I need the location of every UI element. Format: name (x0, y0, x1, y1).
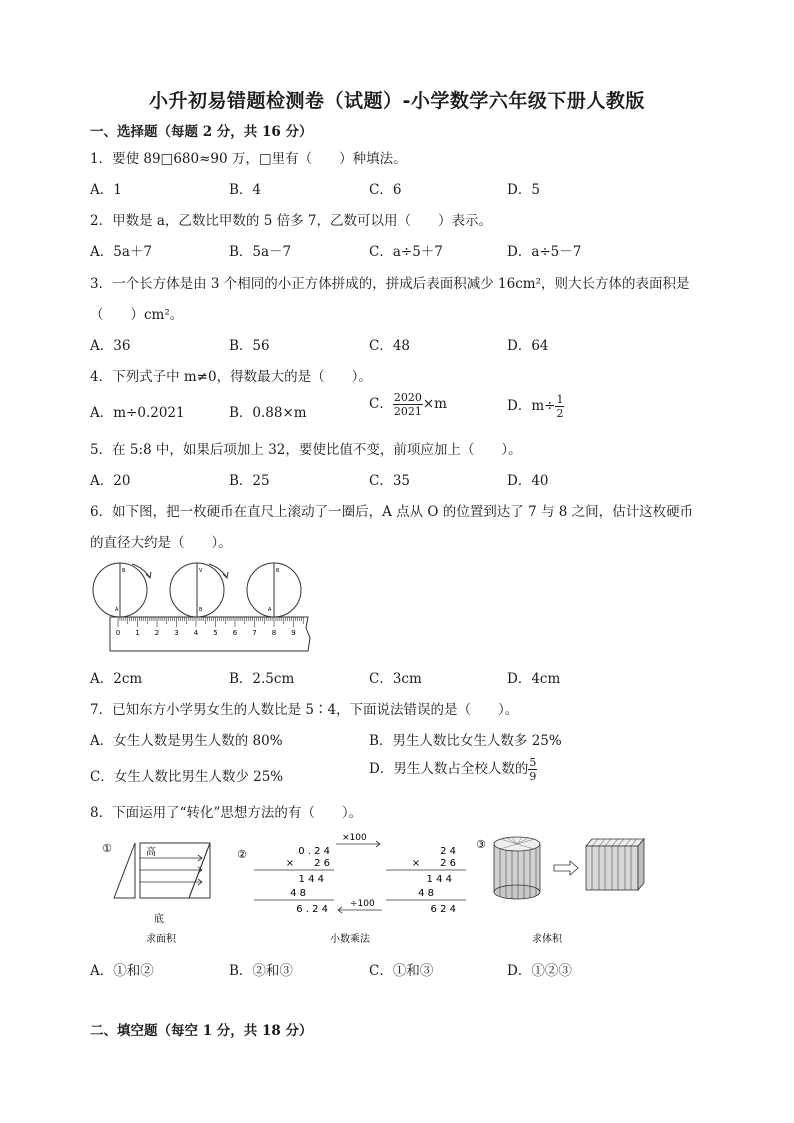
q3-option-d: D．64 (507, 338, 549, 354)
q5-option-d: D．40 (507, 473, 549, 489)
coin-label: B (276, 568, 280, 574)
q4-option-d-fraction (555, 393, 564, 420)
circled-three-marker: ③ (476, 838, 486, 851)
transform-arrow-icon (554, 861, 578, 875)
figure-caption: 求面积 (146, 934, 176, 945)
fraction-numerator: 2020 (393, 391, 422, 404)
section-1-heading: 一、选择题（每题 2 分，共 16 分） (90, 124, 313, 140)
left-row-1: 0 . 2 4 (298, 846, 330, 857)
coin-label: A (268, 607, 272, 613)
q8-figure-2 (234, 828, 474, 948)
q8-figure-1 (100, 838, 225, 946)
coin-1 (93, 563, 147, 617)
q4-option-c-fraction (393, 391, 423, 418)
ruler-tick-label: 3 (174, 629, 179, 637)
cylinder-sliced (494, 837, 540, 899)
divide-100-label: ÷100 (350, 899, 375, 909)
q8-figure-3 (474, 828, 714, 948)
ruler-tick-label: 1 (135, 629, 140, 637)
q1-option-a: A．1 (90, 182, 122, 198)
cut-triangle (114, 843, 135, 898)
section-2-heading: 二、填空题（每空 1 分，共 18 分） (90, 1023, 313, 1039)
question-8: 8．下面运用了“转化”思想方法的有（ ）。 (90, 805, 363, 821)
ruler-tick-label: 5 (213, 629, 218, 637)
page-title: 小升初易错题检测卷（试题）-小学数学六年级下册人教版 (149, 90, 645, 112)
fraction-denominator: 9 (529, 770, 537, 783)
q8-option-a: A．①和② (90, 963, 154, 979)
q1-option-d: D．5 (507, 182, 540, 198)
q3-option-b: B．56 (229, 338, 270, 354)
ruler-tick-label: 8 (271, 629, 277, 637)
q5-option-a: A．20 (90, 473, 131, 489)
left-row-4: 4 8 (290, 888, 306, 899)
q6-option-c: C．3cm (369, 671, 422, 687)
question-3: 3．一个长方体是由 3 个相同的小正方体拼成的，拼成后表面积减少 16cm²，则大长方体的表面积是 (90, 276, 690, 292)
rearranged-cuboid (586, 839, 644, 890)
circled-one-marker: ① (102, 842, 112, 855)
question-5: 5．在 5:8 中，如果后项加上 32，要使比值不变，前项应加上（ ）。 (90, 442, 522, 458)
q7-option-b: B．男生人数比女生人数多 25% (369, 733, 562, 749)
question-4: 4．下列式子中 m≠0，得数最大的是（ ）。 (90, 369, 372, 385)
figure-caption: 小数乘法 (330, 934, 370, 945)
coin-3 (247, 563, 301, 617)
question-3-line-2: （ ）cm²。 (90, 307, 184, 323)
fraction-numerator: 1 (556, 393, 564, 406)
right-row-3: 1 4 4 (426, 874, 452, 885)
q4-option-c (369, 391, 447, 418)
q7-option-d-fraction (528, 756, 537, 783)
question-6-line-2: 的直径大约是（ ）。 (90, 535, 232, 551)
moved-triangle (189, 843, 210, 898)
right-row-5: 6 2 4 (430, 904, 456, 915)
fraction-denominator: 2021 (393, 405, 422, 418)
question-7: 7．已知东方小学男女生的人数比是 5∶4，下面说法错误的是（ ）。 (90, 702, 519, 718)
q4-option-d (507, 393, 564, 420)
figure-caption: 求体积 (532, 934, 562, 945)
q7-option-c: C．女生人数比男生人数少 25% (90, 769, 284, 785)
q8-option-d: D．①②③ (507, 963, 572, 979)
q6-option-d: D．4cm (507, 671, 561, 687)
q3-option-a: A．36 (90, 338, 131, 354)
coin-label: A (115, 607, 119, 613)
fraction-denominator: 2 (556, 407, 564, 420)
right-row-2: × 2 6 (411, 858, 456, 869)
q2-option-a: A．5a＋7 (90, 244, 152, 260)
q7-option-d (369, 756, 537, 783)
right-row-4: 4 8 (418, 888, 434, 899)
q7-option-a: A．女生人数是男生人数的 80% (90, 733, 283, 749)
ruler-tick-label: 6 (232, 629, 238, 637)
circled-two-marker: ② (237, 848, 247, 861)
left-row-5: 6 . 2 4 (296, 904, 328, 915)
coin-2 (170, 563, 224, 617)
times-100-label: ×100 (342, 833, 367, 843)
left-row-2: × 2 6 (285, 858, 330, 869)
base-label: 底 (154, 914, 164, 925)
ruler (110, 617, 310, 651)
q4-option-c-prefix: C． (369, 396, 393, 412)
q1-option-b: B．4 (229, 182, 262, 198)
q5-option-c: C．35 (369, 473, 411, 489)
q2-option-b: B．5a－7 (229, 244, 292, 260)
q4-option-a: A．m÷0.2021 (90, 405, 185, 421)
q7-option-d-text: D．男生人数占全校人数的 (369, 761, 529, 777)
ruler-tick-label: 2 (154, 629, 160, 637)
height-label: 高 (146, 847, 156, 858)
left-row-3: 1 4 4 (298, 874, 324, 885)
q4-option-b: B．0.88×m (229, 405, 307, 421)
fraction-numerator: 5 (529, 756, 537, 769)
q3-option-c: C．48 (369, 338, 411, 354)
q8-option-b: B．②和③ (229, 963, 293, 979)
q6-option-b: B．2.5cm (229, 671, 295, 687)
q6-option-a: A．2cm (90, 671, 143, 687)
ruler-tick-label: 0 (115, 629, 121, 637)
q8-option-c: C．①和③ (369, 963, 434, 979)
ruler-tick-label: 9 (291, 629, 296, 637)
question-6: 6．如下图，把一枚硬币在直尺上滚动了一圈后，A 点从 O 的位置到达了 7 与 8 之间，估计这枚硬币 (90, 504, 694, 520)
q2-option-c: C．a÷5＋7 (369, 244, 443, 260)
ruler-tick-label: 7 (252, 629, 257, 637)
coin-label: B (199, 607, 203, 613)
coin-ruler-figure (88, 558, 314, 656)
question-2: 2．甲数是 a，乙数比甲数的 5 倍多 7，乙数可以用（ ）表示。 (90, 213, 492, 229)
coin-label: V (199, 568, 203, 574)
right-row-1: 2 4 (440, 846, 456, 857)
coin-label: B (122, 568, 126, 574)
q4-option-d-prefix: D．m÷ (507, 398, 556, 414)
ruler-tick-label: 4 (193, 629, 199, 637)
question-1: 1．要使 89□680≈90 万，□里有（ ）种填法。 (90, 151, 407, 167)
q5-option-b: B．25 (229, 473, 270, 489)
q2-option-d: D．a÷5－7 (507, 244, 582, 260)
q1-option-c: C．6 (369, 182, 402, 198)
q4-option-c-suffix: ×m (422, 396, 447, 412)
